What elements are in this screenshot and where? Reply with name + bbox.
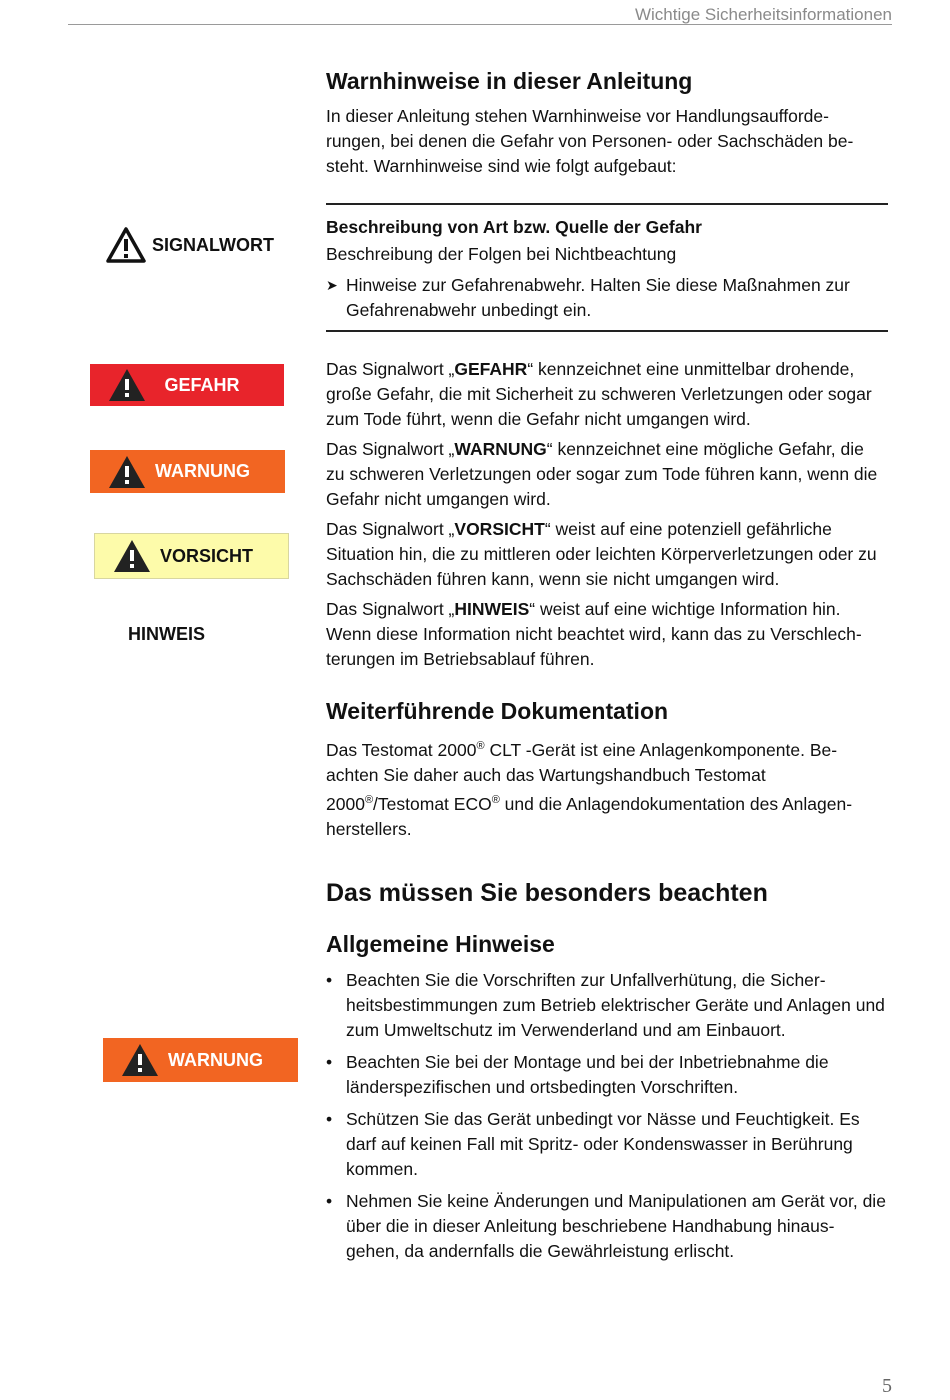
header-divider	[68, 24, 892, 25]
registered-mark: ®	[364, 793, 374, 806]
registered-mark: ®	[491, 793, 500, 806]
chapter-heading: Das müssen Sie besonders beachten	[326, 879, 768, 907]
description-keyword: WARNUNG	[454, 439, 547, 459]
structure-box-bottom-rule	[326, 330, 888, 332]
signal-label-text: VORSICHT	[159, 545, 253, 566]
bullet-icon: •	[326, 1191, 333, 1211]
bullet-icon: •	[326, 970, 333, 990]
structure-box-top-rule	[326, 203, 888, 205]
signal-label-text: GEFAHR	[164, 374, 240, 395]
description-prefix: Das Signalwort „	[326, 599, 455, 619]
page-number: 5	[882, 1375, 892, 1397]
description-prefix: Das Signalwort „	[326, 359, 455, 379]
doc-text-part: CLT -Gerät ist eine Anlagenkomponente. Be-achten Sie daher auch das Wartungshandbuch Testomat 2000	[326, 739, 838, 814]
hazard-measure	[326, 273, 886, 323]
structure-box-content	[326, 215, 886, 323]
description-prefix: Das Signalwort „	[326, 519, 455, 539]
signal-label-vorsicht	[94, 533, 289, 579]
signal-label-hinweis: HINWEIS	[128, 624, 206, 644]
signal-label-warnung	[90, 450, 285, 493]
signal-description-vorsicht	[326, 517, 882, 592]
signal-label-gefahr	[90, 364, 284, 406]
dokumentation-paragraph	[326, 734, 876, 842]
general-notes-list	[326, 968, 886, 1271]
description-text: “ weist auf eine wichtige Information hin. Wenn diese Information nicht beachtet wird, kann das zu Verschlech-terungen im Betriebsablauf führen.	[326, 599, 862, 669]
arrow-icon: ➤	[326, 277, 338, 293]
list-item-text: Beachten Sie bei der Montage und bei der Inbetriebnahme die länderspezifischen und ortsbedingten Vorschriften.	[346, 1052, 829, 1097]
list-item	[326, 1107, 886, 1182]
bullet-icon: •	[326, 1052, 333, 1072]
running-header: Wichtige Sicherheitsinformationen	[634, 5, 892, 24]
signal-description-warnung	[326, 437, 882, 512]
hazard-measure-text: Hinweise zur Gefahrenabwehr. Halten Sie diese Maßnahmen zur Gefahrenabwehr unbedingt ein.	[346, 275, 850, 320]
list-item	[326, 1189, 886, 1264]
description-prefix: Das Signalwort „	[326, 439, 455, 459]
list-item-text: Beachten Sie die Vorschriften zur Unfallverhütung, die Sicher-heitsbestimmungen zum Betrieb elektrischer Geräte und Anlagen und zum Umweltschutz im Verwenderland und am Einbauort.	[346, 970, 885, 1040]
hazard-consequence: Beschreibung der Folgen bei Nichtbeachtung	[326, 244, 677, 264]
doc-text-part: und die Anlagendokumentation des Anlagen-herstellers.	[326, 793, 853, 839]
signalword-example	[106, 227, 274, 263]
warnhinweise-intro: In dieser Anleitung stehen Warnhinweise vor Handlungsaufforde-rungen, bei denen die Gefahr von Personen- oder Sachschäden be-steht. Warnhinweise sind wie folgt aufgebaut:	[326, 106, 854, 176]
hazard-source-title: Beschreibung von Art bzw. Quelle der Gefahr	[326, 217, 702, 237]
list-item-text: Schützen Sie das Gerät unbedingt vor Nässe und Feuchtigkeit. Es darf auf keinen Fall mit Spritz- oder Kondenswasser in Berührung kommen.	[346, 1109, 860, 1179]
doc-text-part: /Testomat ECO	[373, 793, 492, 814]
description-keyword: HINWEIS	[454, 599, 530, 619]
signal-label-text: WARNUNG	[155, 461, 250, 481]
subheading-allgemeine-hinweise: Allgemeine Hinweise	[326, 931, 555, 957]
description-text: “ kennzeichnet eine unmittelbar drohende, große Gefahr, die mit Sicherheit zu schweren Verletzungen oder sogar zum Tode führt, wenn die Gefahr nicht umgangen wird.	[326, 359, 872, 429]
bullet-icon: •	[326, 1109, 333, 1129]
signalword-label: SIGNALWORT	[152, 234, 274, 255]
list-item	[326, 968, 886, 1043]
section-heading-dokumentation: Weiterführende Dokumentation	[326, 698, 669, 724]
signal-label-warnung-general	[103, 1038, 298, 1082]
list-item-text: Nehmen Sie keine Änderungen und Manipulationen am Gerät vor, die über die in dieser Anleitung beschriebene Handhabung hinaus-gehen, da andernfalls die Gewährleistung erlischt.	[346, 1191, 886, 1261]
description-text: “ weist auf eine potenziell gefährliche Situation hin, die zu mittleren oder leichten Körperverletzungen oder zu Sachschäden führen kann, wenn sie nicht umgangen wird.	[326, 519, 877, 589]
signal-description-gefahr	[326, 357, 882, 432]
description-keyword: GEFAHR	[454, 359, 528, 379]
signal-description-hinweis	[326, 597, 882, 672]
section-heading-warnhinweise: Warnhinweise in dieser Anleitung	[326, 68, 693, 94]
signal-label-text: WARNUNG	[168, 1049, 263, 1070]
description-text: “ kennzeichnet eine mögliche Gefahr, die zu schweren Verletzungen oder sogar zum Tode führen kann, wenn die Gefahr nicht umgangen wird.	[326, 439, 878, 509]
description-keyword: VORSICHT	[454, 519, 545, 539]
doc-text-part: Das Testomat 2000	[326, 739, 477, 760]
signal-descriptions	[326, 357, 882, 672]
warning-triangle-icon	[106, 227, 146, 263]
registered-mark: ®	[476, 740, 485, 752]
list-item	[326, 1050, 886, 1100]
